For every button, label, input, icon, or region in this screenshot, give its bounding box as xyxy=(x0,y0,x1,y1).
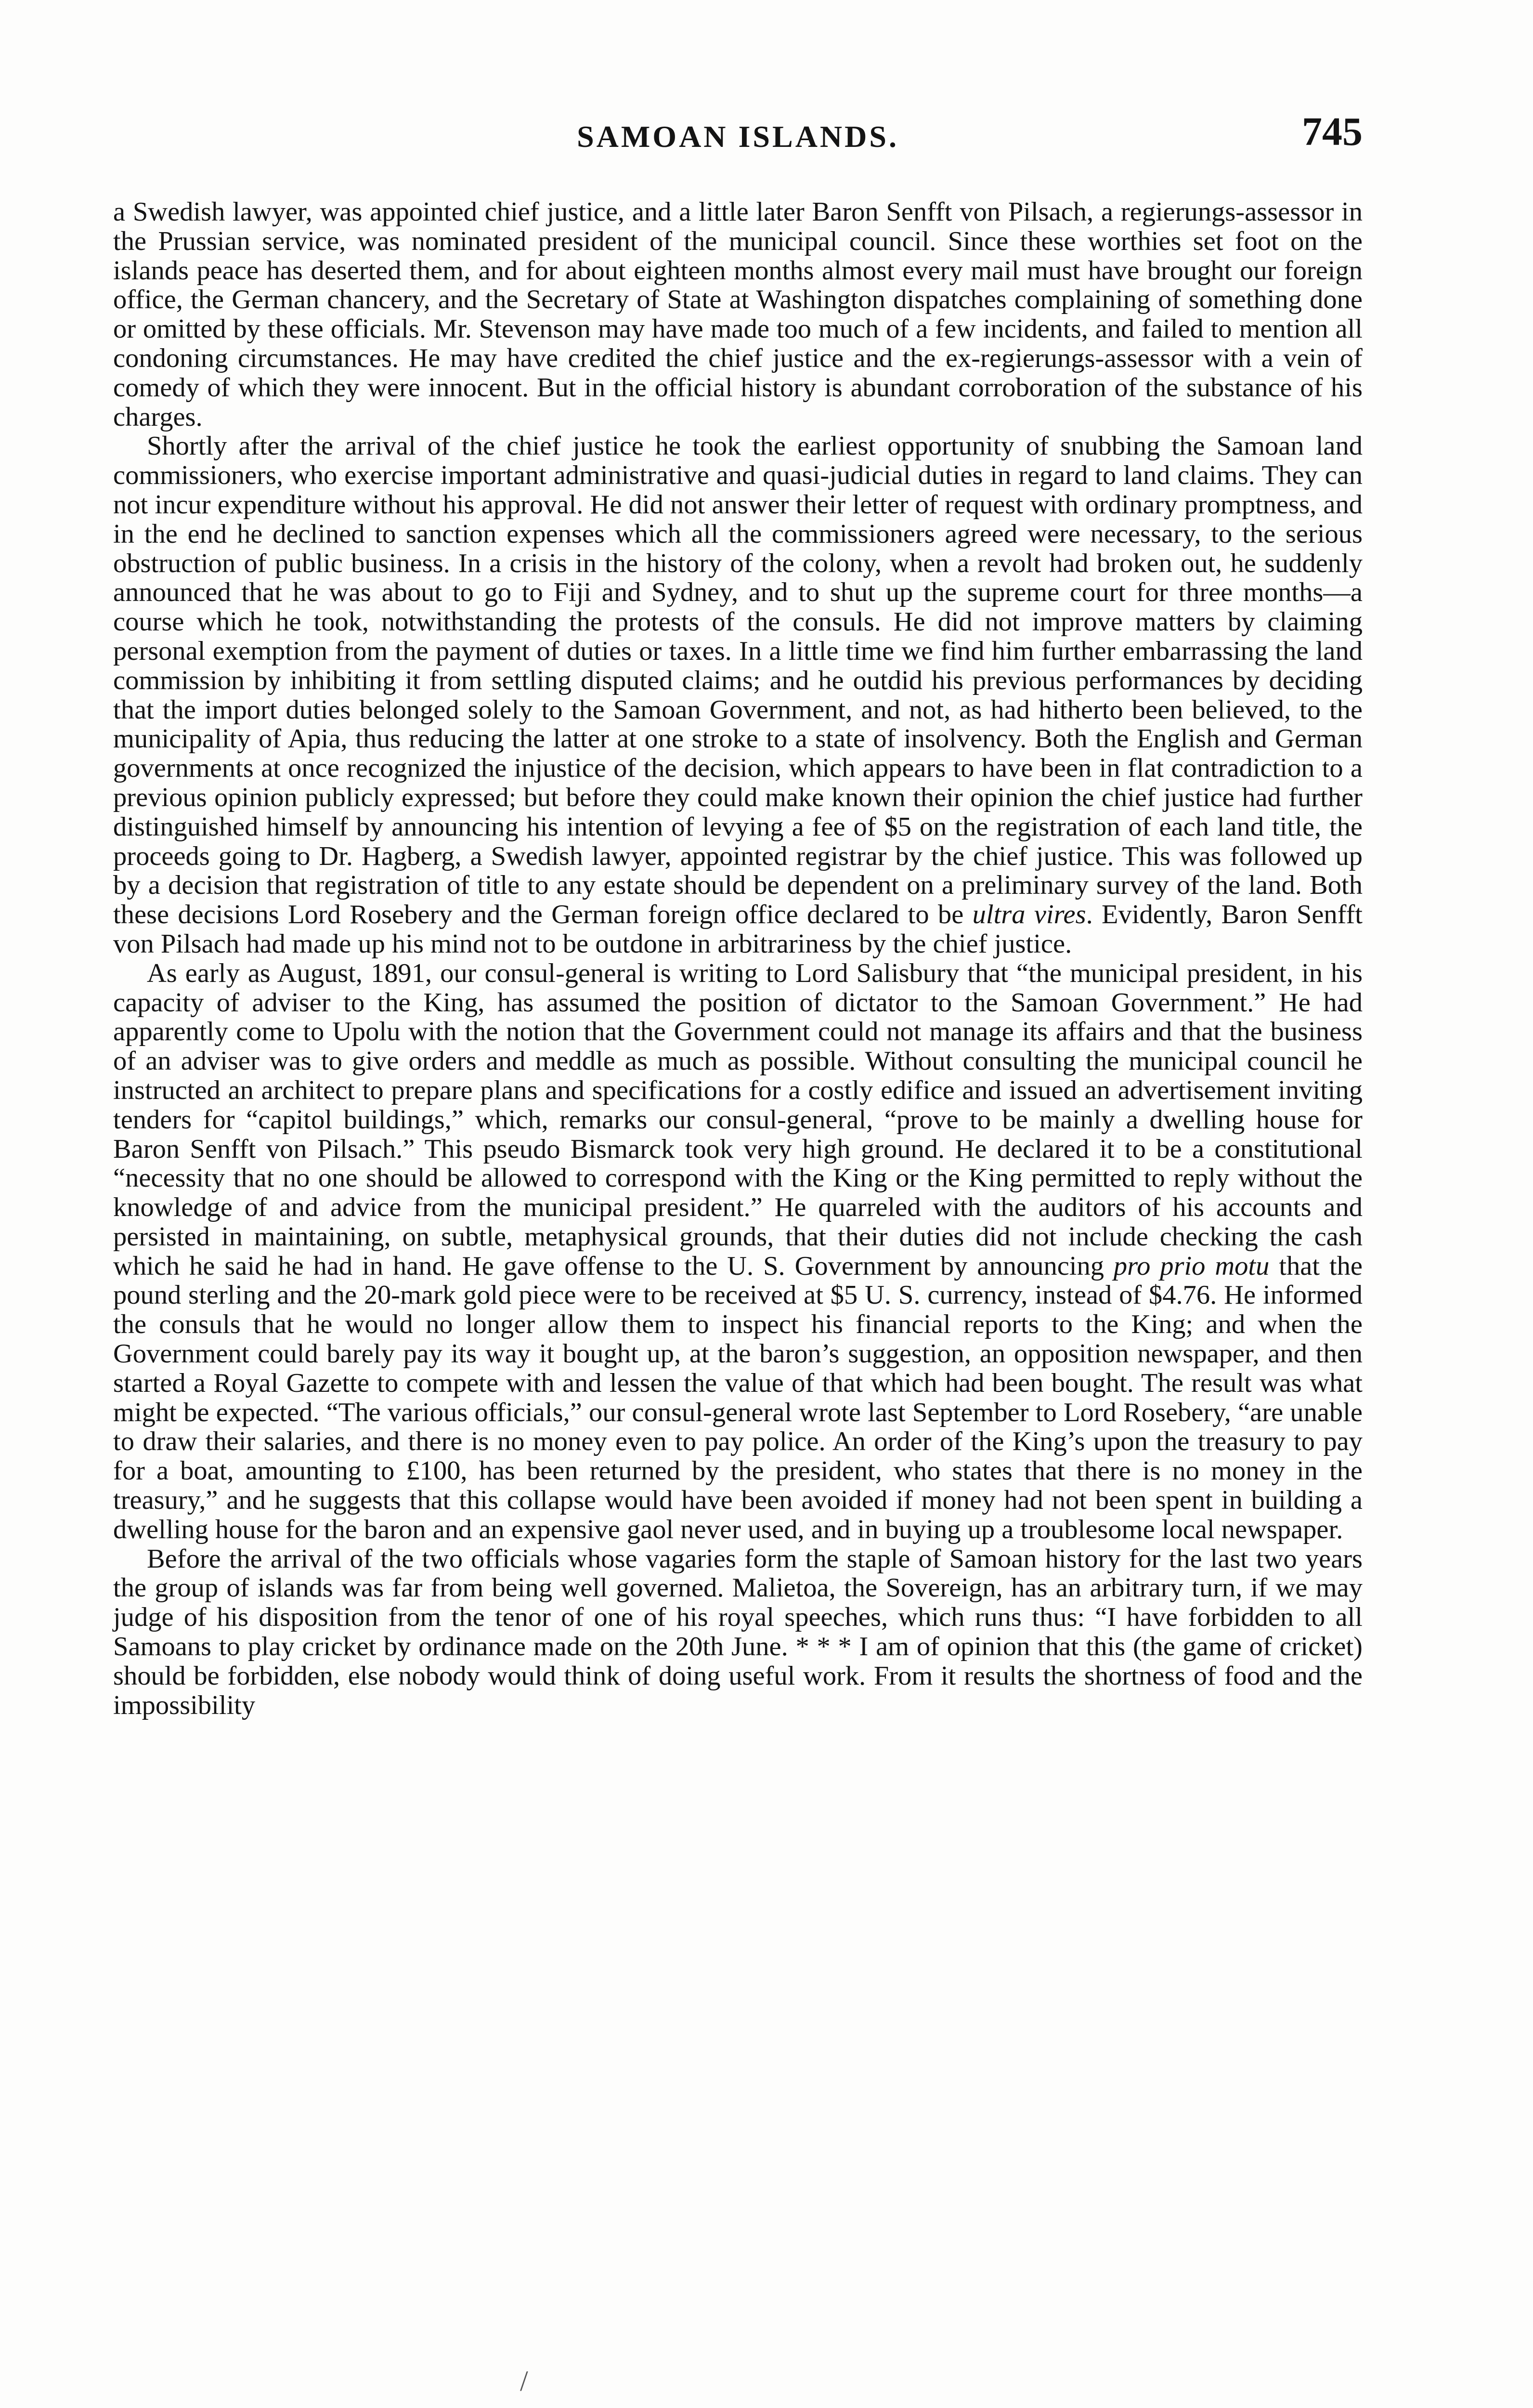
paragraph-2 xyxy=(113,432,1363,958)
paragraph-2-italic: ultra vires xyxy=(972,900,1086,930)
paragraph-3-text-after: that the pound sterling and the 20-mark gold piece were to be received at $5 U. S. currency, instead of $4.76. He informed the consuls that he would no longer allow them to inspect his financial reports to the King; and when the Government could barely pay its way it bought up, at the baron’s suggestion, an opposition newspaper, and then started a Royal Gazette to compete with and lessen the value of that which had been bought. The result was what might be expected. “The various officials,” our consul-general wrote last September to Lord Rosebery, “are unable to draw their salaries, and there is no money even to pay police. An order of the King’s upon the treasury to pay for a boat, amounting to £100, has been returned by the president, who states that there is no money in the treasury,” and he suggests that this collapse would have been avoided if money had not been spent in building a dwelling house for the baron and an expensive gaol never used, and in buying up a troublesome local newspaper. xyxy=(113,1251,1363,1544)
page-header xyxy=(113,108,1363,166)
paragraph-1-text: a Swedish lawyer, was appointed chief justice, and a little later Baron Senfft von Pilsach, a regierungs-assessor in the Prussian service, was nominated president of the municipal council. Since these worthies set foot on the islands peace has deserted them, and for about eighteen months almost every mail must have brought our foreign office, the German chancery, and the Secretary of State at Washington dispatches complaining of something done or omitted by these officials. Mr. Stevenson may have made too much of a few incidents, and failed to mention all condoning circumstances. He may have credited the chief justice and the ex-regierungs-assessor with a vein of comedy of which they were innocent. But in the official history is abundant corroboration of the substance of his charges. xyxy=(113,197,1363,432)
paragraph-4-text: Before the arrival of the two officials whose vagaries form the staple of Samoan history for the last two years the group of islands was far from being well governed. Malietoa, the Sovereign, has an arbitrary turn, if we may judge of his disposition from the tenor of one of his royal speeches, which runs thus: “I have forbidden to all Samoans to play cricket by ordinance made on the 20th June. * * * I am of opinion that this (the game of cricket) should be forbidden, else nobody would think of doing useful work. From it results the shortness of food and the impossibility xyxy=(113,1544,1363,1720)
body-text xyxy=(113,197,1363,1720)
paragraph-2-text-after: . Evidently, Baron Senfft von Pilsach had made up his mind not to be outdone in arbitrariness by the chief justice. xyxy=(113,900,1363,959)
footer-mark: / xyxy=(520,2365,528,2397)
paragraph-3-text: As early as August, 1891, our consul-general is writing to Lord Salisbury that “the municipal president, in his capacity of adviser to the King, has assumed the position of dictator to the Samoan Government.” He had apparently come to Upolu with the notion that the Government could not manage its affairs and that the business of an adviser was to give orders and meddle as much as possible. Without consulting the municipal council he instructed an architect to prepare plans and specifications for a costly edifice and issued an advertisement inviting tenders for “capitol buildings,” which, remarks our consul-general, “prove to be mainly a dwelling house for Baron Senfft von Pilsach.” This pseudo Bismarck took very high ground. He declared it to be a constitutional “necessity that no one should be allowed to correspond with the King or the King permitted to reply without the knowledge of and advice from the municipal president.” He quarreled with the auditors of his accounts and persisted in maintaining, on subtle, metaphysical grounds, that their duties did not include checking the cash which he said he had in hand. He gave offense to the U. S. Government by announcing xyxy=(113,958,1363,1281)
running-title: SAMOAN ISLANDS. xyxy=(577,119,899,154)
paragraph-3 xyxy=(113,959,1363,1544)
paragraph-3-italic: pro prio motu xyxy=(1113,1251,1270,1281)
page-number: 745 xyxy=(1302,109,1363,154)
paragraph-2-text: Shortly after the arrival of the chief justice he took the earliest opportunity of snubbing the Samoan land commissioners, who exercise important administrative and quasi-judicial duties in regard to land claims. They can not incur expenditure without his approval. He did not answer their letter of request with ordinary promptness, and in the end he declined to sanction expenses which all the commissioners agreed were necessary, to the serious obstruction of public business. In a crisis in the history of the colony, when a revolt had broken out, he suddenly announced that he was about to go to Fiji and Sydney, and to shut up the supreme court for three months—a course which he took, notwithstanding the protests of the consuls. He did not improve matters by claiming personal exemption from the payment of duties or taxes. In a little time we find him further embarrassing the land commission by inhibiting it from settling disputed claims; and he outdid his previous performances by deciding that the import duties belonged solely to the Samoan Government, and not, as had hitherto been believed, to the municipality of Apia, thus reducing the latter at one stroke to a state of insolvency. Both the English and German governments at once recognized the injustice of the decision, which appears to have been in flat contradiction to a previous opinion publicly expressed; but before they could make known their opinion the chief justice had further distinguished himself by announcing his intention of levying a fee of $5 on the registration of each land title, the proceeds going to Dr. Hagberg, a Swedish lawyer, appointed registrar by the chief justice. This was followed up by a decision that registration of title to any estate should be dependent on a preliminary survey of the land. Both these decisions Lord Rosebery and the German foreign office declared to be xyxy=(113,431,1363,930)
paragraph-4 xyxy=(113,1544,1363,1720)
paragraph-1 xyxy=(113,197,1363,432)
